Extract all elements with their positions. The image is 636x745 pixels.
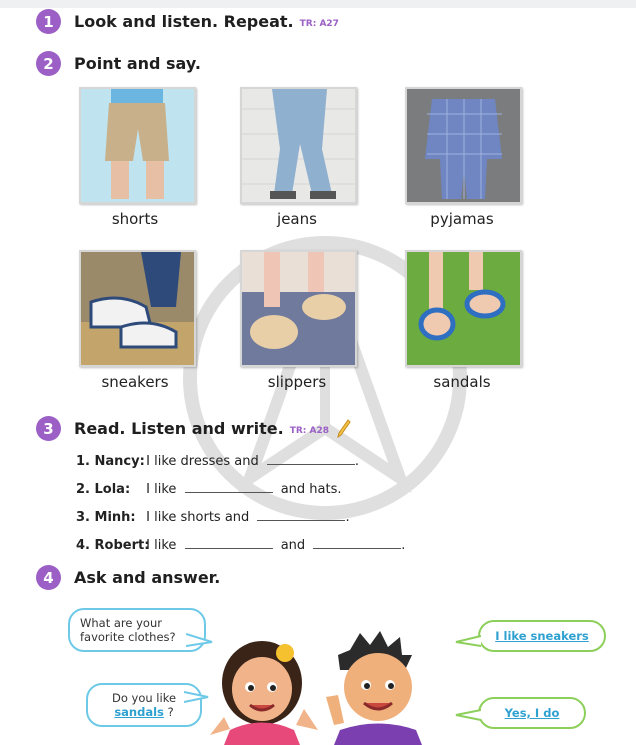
item-text: . <box>354 454 360 469</box>
section-3-header <box>36 416 351 441</box>
exercise-line-2 <box>76 480 342 497</box>
caption-slippers: slippers <box>267 373 327 391</box>
section-number-badge: 3 <box>36 416 61 441</box>
answer-blank[interactable] <box>267 452 355 465</box>
track-label: TR: A27 <box>299 18 339 29</box>
section-number-badge: 4 <box>36 565 61 590</box>
exercise-line-4 <box>76 536 405 553</box>
section-number-badge: 1 <box>36 9 61 34</box>
slippers-photo <box>240 250 357 367</box>
item-label: 1. Nancy: <box>76 454 145 469</box>
item-text: . <box>401 538 406 553</box>
section-title: Ask and answer. <box>74 568 221 587</box>
pencil-icon <box>337 419 351 439</box>
shorts-photo <box>79 87 196 204</box>
sandals-photo <box>405 250 522 367</box>
section-title: Look and listen. Repeat. <box>74 12 294 31</box>
track-label: TR: A28 <box>289 425 329 436</box>
item-text: . <box>345 510 350 525</box>
caption-shorts: shorts <box>111 210 159 228</box>
item-text: I like shorts and <box>146 510 250 525</box>
bubble-answer: I like sneakers <box>495 629 589 643</box>
item-text: and <box>280 538 306 553</box>
answer-blank[interactable] <box>185 480 273 493</box>
item-label: 4. Robert: <box>76 538 150 553</box>
bubble-text: Do you like <box>111 691 177 705</box>
item-text: I like dresses and <box>146 454 259 469</box>
speech-bubble-answer-1 <box>478 620 606 652</box>
caption-sneakers: sneakers <box>101 373 169 391</box>
bubble-text: What are your favorite clothes? <box>80 616 176 644</box>
caption-sandals: sandals <box>433 373 491 391</box>
jeans-photo <box>240 87 357 204</box>
item-text: I like <box>146 482 177 497</box>
section-2-header <box>36 51 201 76</box>
speech-bubble-answer-2 <box>478 697 586 729</box>
section-title: Read. Listen and write. <box>74 419 284 438</box>
answer-blank[interactable] <box>313 536 401 549</box>
bubble-text: ? <box>167 705 174 719</box>
answer-blank[interactable] <box>257 508 345 521</box>
section-number-badge: 2 <box>36 51 61 76</box>
bubble-answer: Yes, I do <box>504 706 560 720</box>
section-1-header <box>36 9 339 34</box>
exercise-line-3 <box>76 508 350 525</box>
bubble-tail <box>455 708 481 722</box>
answer-blank[interactable] <box>185 536 273 549</box>
top-edge <box>0 0 636 8</box>
pyjamas-photo <box>405 87 522 204</box>
item-text: I like <box>146 538 177 553</box>
item-text: and hats. <box>280 482 342 497</box>
bubble-tail <box>455 634 481 648</box>
section-4-header <box>36 565 220 590</box>
caption-pyjamas: pyjamas <box>430 210 494 228</box>
children-illustration <box>200 625 450 745</box>
item-label: 2. Lola: <box>76 482 131 497</box>
exercise-line-1 <box>76 452 359 469</box>
bubble-answer: sandals <box>114 705 164 719</box>
section-title: Point and say. <box>74 54 201 73</box>
sneakers-photo <box>79 250 196 367</box>
caption-jeans: jeans <box>277 210 317 228</box>
item-label: 3. Minh: <box>76 510 136 525</box>
